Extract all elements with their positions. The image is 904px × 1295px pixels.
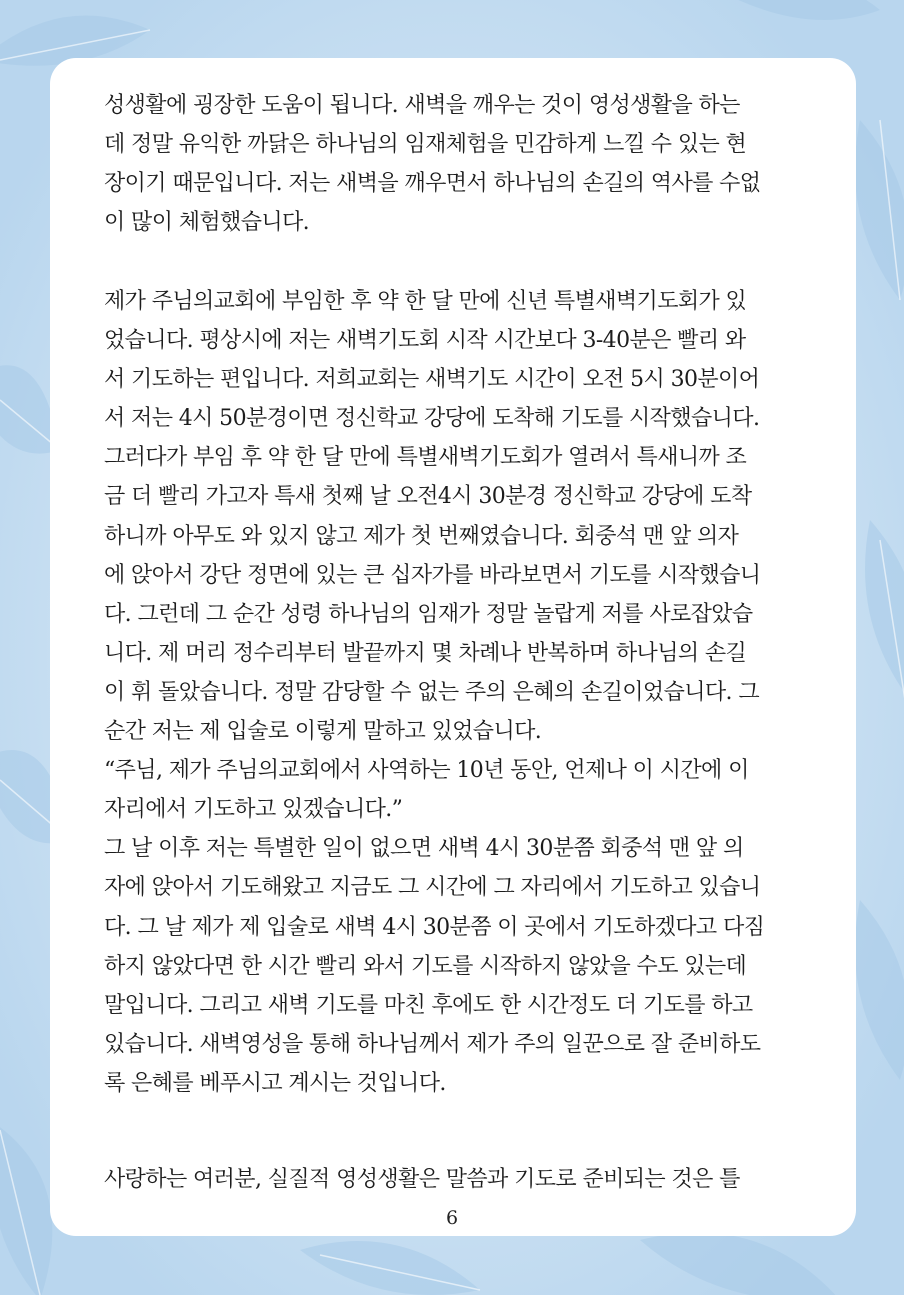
text-line: 이 휘 돌았습니다. 정말 감당할 수 없는 주의 은혜의 손길이었습니다. 그 xyxy=(104,679,759,705)
text-line: 었습니다. 평상시에 저는 새벽기도회 시작 시간보다 3-40분은 빨리 와 xyxy=(104,328,746,354)
text-line: 하니까 아무도 와 있지 않고 제가 첫 번째였습니다. 회중석 맨 앞 의자 xyxy=(104,523,739,549)
paragraph-1 xyxy=(104,86,804,242)
page-number: 6 xyxy=(445,1207,459,1229)
text-line: 사랑하는 여러분, 실질적 영성생활은 말씀과 기도로 준비되는 것은 틀 xyxy=(104,1167,740,1192)
text-line: 제가 주님의교회에 부임한 후 약 한 달 만에 신년 특별새벽기도회가 있 xyxy=(104,289,747,314)
text-line: 그 날 이후 저는 특별한 일이 없으면 새벽 4시 30분쯤 회중석 맨 앞 의 xyxy=(104,836,744,862)
text-line: 다. 그런데 그 순간 성령 하나님의 임재가 정말 놀랍게 저를 사로잡았습 xyxy=(104,601,753,627)
text-line: 하지 않았다면 한 시간 빨리 와서 기도를 시작하지 않았을 수도 있는데 xyxy=(104,953,747,979)
text-line: 있습니다. 새벽영성을 통해 하나님께서 제가 주의 일꾼으로 잘 준비하도 xyxy=(104,1031,761,1057)
text-line: 장이기 때문입니다. 저는 새벽을 깨우면서 하나님의 손길의 역사를 수없 xyxy=(104,171,761,197)
paragraph-3 xyxy=(104,1160,804,1199)
text-line: 서 저는 4시 50분경이면 정신학교 강당에 도착해 기도를 시작했습니다. xyxy=(104,406,760,432)
text-line: 말입니다. 그리고 새벽 기도를 마친 후에도 한 시간정도 더 기도를 하고 xyxy=(104,992,753,1018)
text-line: “주님, 제가 주님의교회에서 사역하는 10년 동안, 언제나 이 시간에 이 xyxy=(104,758,749,784)
text-line: 자에 앉아서 기도해왔고 지금도 그 시간에 그 자리에서 기도하고 있습니 xyxy=(104,875,761,901)
text-line: 니다. 제 머리 정수리부터 발끝까지 몇 차례나 반복하며 하나님의 손길 xyxy=(104,640,747,666)
text-line: 서 기도하는 편입니다. 저희교회는 새벽기도 시간이 오전 5시 30분이어 xyxy=(104,367,760,393)
paragraph-2 xyxy=(104,282,804,1103)
text-line: 에 앉아서 강단 정면에 있는 큰 십자가를 바라보면서 기도를 시작했습니 xyxy=(104,562,761,588)
text-line: 성생활에 굉장한 도움이 됩니다. 새벽을 깨우는 것이 영성생활을 하는 xyxy=(104,93,740,118)
text-line: 자리에서 기도하고 있겠습니다.” xyxy=(104,797,403,823)
text-line: 록 은혜를 베푸시고 계시는 것입니다. xyxy=(104,1070,446,1096)
text-line: 순간 저는 제 입술로 이렇게 말하고 있었습니다. xyxy=(104,719,542,745)
text-line: 이 많이 체험했습니다. xyxy=(104,210,310,236)
text-line: 그러다가 부임 후 약 한 달 만에 특별새벽기도회가 열려서 특새니까 조 xyxy=(104,445,747,471)
text-line: 데 정말 유익한 까닭은 하나님의 임재체험을 민감하게 느낄 수 있는 현 xyxy=(104,132,747,158)
text-line: 다. 그 날 제가 제 입술로 새벽 4시 30분쯤 이 곳에서 기도하겠다고 다짐 xyxy=(104,914,765,940)
text-line: 금 더 빨리 가고자 특새 첫째 날 오전4시 30분경 정신학교 강당에 도착 xyxy=(104,484,752,510)
